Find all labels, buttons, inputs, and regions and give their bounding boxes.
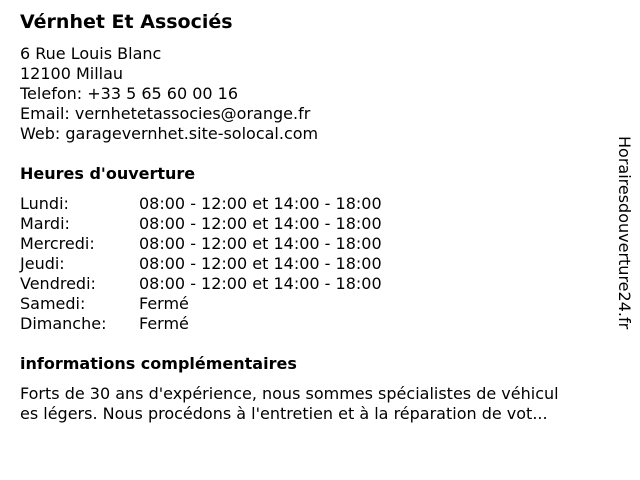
- time-value: 08:00 - 12:00 et 14:00 - 18:00: [139, 234, 382, 253]
- business-name: Vérnhet Et Associés: [20, 11, 233, 33]
- description-line: es légers. Nous procédons à l'entretien et à la réparation de vot...: [20, 404, 548, 423]
- time-value: 08:00 - 12:00 et 14:00 - 18:00: [139, 214, 382, 233]
- day-label: Vendredi:: [20, 274, 96, 293]
- day-label: Jeudi:: [20, 254, 65, 273]
- opening-hours-heading: Heures d'ouverture: [20, 164, 196, 183]
- email-address[interactable]: Email: vernhetetassocies@orange.fr: [20, 104, 311, 123]
- day-label: Mardi:: [20, 214, 70, 233]
- time-value: Fermé: [139, 294, 189, 313]
- time-value: Fermé: [139, 314, 189, 333]
- day-label: Lundi:: [20, 194, 69, 213]
- day-label: Dimanche:: [20, 314, 107, 333]
- description-line: Forts de 30 ans d'expérience, nous sommes spécialistes de véhicul: [20, 384, 559, 403]
- phone-number[interactable]: Telefon: +33 5 65 60 00 16: [20, 84, 239, 103]
- day-label: Samedi:: [20, 294, 86, 313]
- address-street: 6 Rue Louis Blanc: [20, 44, 162, 63]
- time-value: 08:00 - 12:00 et 14:00 - 18:00: [139, 254, 382, 273]
- time-value: 08:00 - 12:00 et 14:00 - 18:00: [139, 194, 382, 213]
- time-value: 08:00 - 12:00 et 14:00 - 18:00: [139, 274, 382, 293]
- additional-info-heading: informations complémentaires: [20, 354, 297, 373]
- contact-block: [20, 44, 318, 144]
- address-city: 12100 Millau: [20, 64, 124, 83]
- site-watermark: Horairesdouverture24.fr: [615, 136, 634, 330]
- day-label: Mercredi:: [20, 234, 95, 253]
- website-link[interactable]: Web: garagevernhet.site-solocal.com: [20, 124, 319, 143]
- business-description: [20, 384, 600, 424]
